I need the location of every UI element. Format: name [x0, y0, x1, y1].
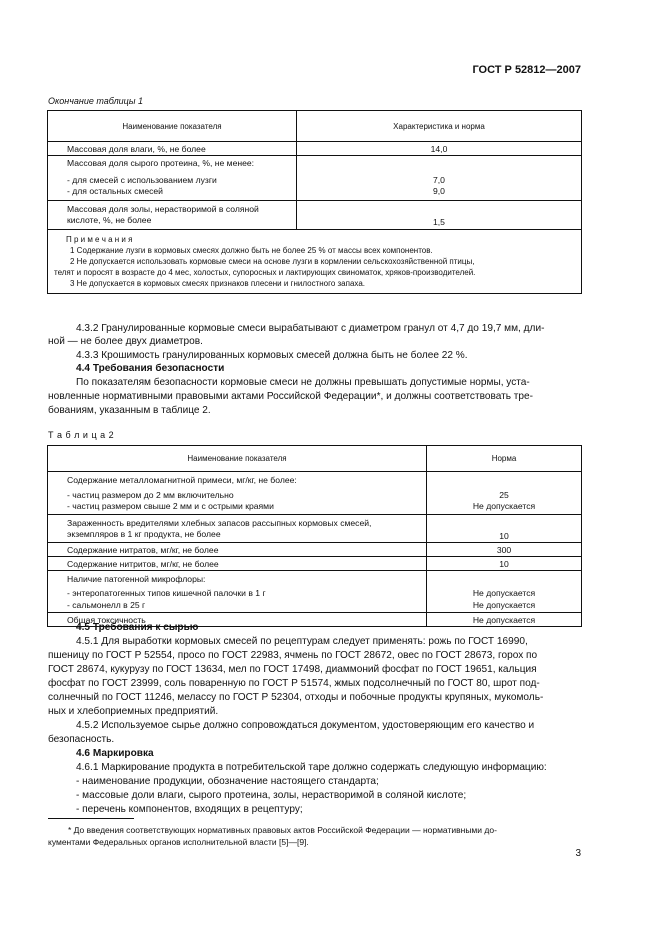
table1-header-name: Наименование показателя [48, 111, 297, 142]
row-item: - частиц размером свыше 2 мм и с острыми краями [67, 501, 274, 511]
table-cell [48, 570, 427, 613]
table-cell [427, 472, 582, 515]
paragraph-4-3-2 [48, 323, 583, 335]
row-title: Массовая доля сырого протеина, %, не менее: [67, 158, 255, 168]
table-row [48, 542, 582, 556]
row-value: Не допускается [472, 588, 536, 598]
table-notes [48, 229, 582, 293]
notes-title: П р и м е ч а н и я [66, 234, 133, 244]
row-line: Массовая доля золы, нерастворимой в соляной [67, 203, 259, 214]
row-value: 7,0 [433, 174, 445, 185]
paragraph-4-6-1: 4.6.1 Маркирование продукта в потребительской таре должно содержать следующую информацию: [76, 762, 547, 773]
table-row [48, 472, 582, 515]
table-row [48, 156, 582, 201]
row-line: экземпляров в 1 кг продукта, не более [67, 529, 221, 539]
table-row [48, 200, 582, 229]
row-line: Зараженность вредителями хлебных запасов рассыпных кормовых смесей, [67, 517, 372, 528]
row-value: 25 [499, 489, 509, 500]
paragraph-4-5-1-line5: солнечный по ГОСТ 11246, мелассу по ГОСТ Р 52304, отходы и побочные продукты крупяных, мукомоль- [48, 692, 544, 703]
note-1: 1 Содержание лузги в кормовых смесях должно быть не более 25 % от массы всех компонентов. [70, 245, 433, 255]
row-value: Не допускается [472, 599, 536, 610]
row-title: Содержание металломагнитной примеси, мг/кг, не более: [67, 475, 297, 485]
row-item: - энтеропатогенных типов кишечной палочки в 1 г [67, 588, 266, 598]
footnote-divider [48, 818, 134, 819]
note-2-cont: телят и поросят в возрасте до 4 мес, холостых, супоросных и лактирующих свиноматок, хряков-производителей. [54, 268, 476, 278]
paragraph-4-5-1-line4: фосфат по ГОСТ 23999, соль поваренную по ГОСТ Р 51574, жмых подсолнечный по ГОСТ 80, шрот под- [48, 678, 540, 689]
heading-4-6: 4.6 Маркировка [76, 748, 154, 759]
table2-caption: Т а б л и ц а 2 [48, 430, 115, 440]
table-cell: 10 [427, 556, 582, 570]
table-row [48, 514, 582, 542]
note-2: 2 Не допускается использовать кормовые смеси на основе лузги в кормлении сельскохозяйственной птицы, [70, 256, 475, 266]
text-line: 4.3.2 Гранулированные кормовые смеси вырабатывают с диаметром гранул от 4,7 до 19,7 мм, дли- [76, 323, 545, 334]
table1-caption: Окончание таблицы 1 [48, 96, 143, 106]
paragraph-4-5-1-line6: ных и хлебоприемных предприятий. [48, 706, 219, 717]
row-item: - для остальных смесей [67, 186, 163, 196]
table-cell [297, 156, 582, 201]
row-value: 9,0 [433, 186, 445, 196]
table-cell: Массовая доля влаги, %, не более [48, 142, 297, 156]
table1-header-value: Характеристика и норма [297, 111, 582, 142]
paragraph-4-4-line2: новленные нормативными правовыми актами Российской Федерации*, и должны соответствовать тре- [48, 391, 534, 402]
table-2-main [47, 445, 582, 627]
list-item: - перечень компонентов, входящих в рецептуру; [76, 804, 303, 815]
table-cell [427, 570, 582, 613]
paragraph-4-3-2-cont: ной — не более двух диаметров. [48, 336, 203, 347]
row-item: - сальмонелл в 25 г [67, 599, 146, 610]
table-notes-row [48, 229, 582, 293]
table-cell: 300 [427, 542, 582, 556]
table-cell [48, 200, 297, 229]
paragraph-4-5-1-line3: ГОСТ 28674, кукурузу по ГОСТ 13634, мел по ГОСТ 17498, диаммоний фосфат по ГОСТ 19651, кальция [48, 664, 537, 675]
footnote-line1: * До введения соответствующих нормативных правовых актов Российской Федерации — нормативными до- [68, 825, 497, 835]
row-title: Наличие патогенной микрофлоры: [67, 573, 206, 584]
list-item: - наименование продукции, обозначение настоящего стандарта; [76, 776, 379, 787]
note-3: 3 Не допускается в кормовых смесях признаков плесени и гнилостного запаха. [70, 279, 365, 289]
paragraph-4-3-3: 4.3.3 Крошимость гранулированных кормовых смесей должна быть не более 22 %. [76, 350, 468, 361]
table-cell [48, 472, 427, 515]
heading-4-5: 4.5 Требования к сырью [76, 622, 199, 633]
row-line: кислоте, %, не более [67, 215, 152, 225]
table-cell: Содержание нитритов, мг/кг, не более [48, 556, 427, 570]
page-number: 3 [575, 848, 581, 859]
document-code: ГОСТ Р 52812—2007 [472, 64, 581, 76]
table-row [48, 570, 582, 613]
table-cell [48, 156, 297, 201]
table2-header-value: Норма [427, 446, 582, 472]
paragraph-4-5-2-line1: 4.5.2 Используемое сырье должно сопровождаться документом, удостоверяющим его качество и [76, 720, 535, 731]
paragraph-4-5-1-line1: 4.5.1 Для выработки кормовых смесей по рецептурам следует применять: рожь по ГОСТ 16990, [76, 636, 528, 647]
table2-header-name: Наименование показателя [48, 446, 427, 472]
row-item: - частиц размером до 2 мм включительно [67, 489, 234, 500]
table-cell [48, 514, 427, 542]
paragraph-4-5-1-line2: пшеницу по ГОСТ Р 52554, просо по ГОСТ 22983, ячмень по ГОСТ 28672, овес по ГОСТ 28673, горох по [48, 650, 538, 661]
paragraph-4-5-2-line2: безопасность. [48, 734, 115, 745]
paragraph-4-4-line3: бованиям, указанным в таблице 2. [48, 405, 211, 416]
row-value: Не допускается [472, 501, 536, 511]
table-cell: 14,0 [297, 142, 582, 156]
table-cell: Содержание нитратов, мг/кг, не более [48, 542, 427, 556]
table-row [48, 556, 582, 570]
table-cell: 10 [427, 514, 582, 542]
table-cell: Не допускается [427, 613, 582, 627]
table-cell: 1,5 [297, 200, 582, 229]
footnote-line2: кументами Федеральных органов исполнительной власти [5]—[9]. [48, 837, 309, 847]
row-item: - для смесей с использованием лузги [67, 174, 217, 185]
table-1 [47, 110, 582, 294]
heading-4-4: 4.4 Требования безопасности [76, 363, 225, 374]
list-item: - массовые доли влаги, сырого протеина, золы, нерастворимой в соляной кислоте; [76, 790, 467, 801]
table-cell: Общая токсичность [48, 613, 427, 627]
paragraph-4-4-line1: По показателям безопасности кормовые смеси не должны превышать допустимые нормы, уста- [76, 377, 530, 388]
table-row [48, 142, 582, 156]
